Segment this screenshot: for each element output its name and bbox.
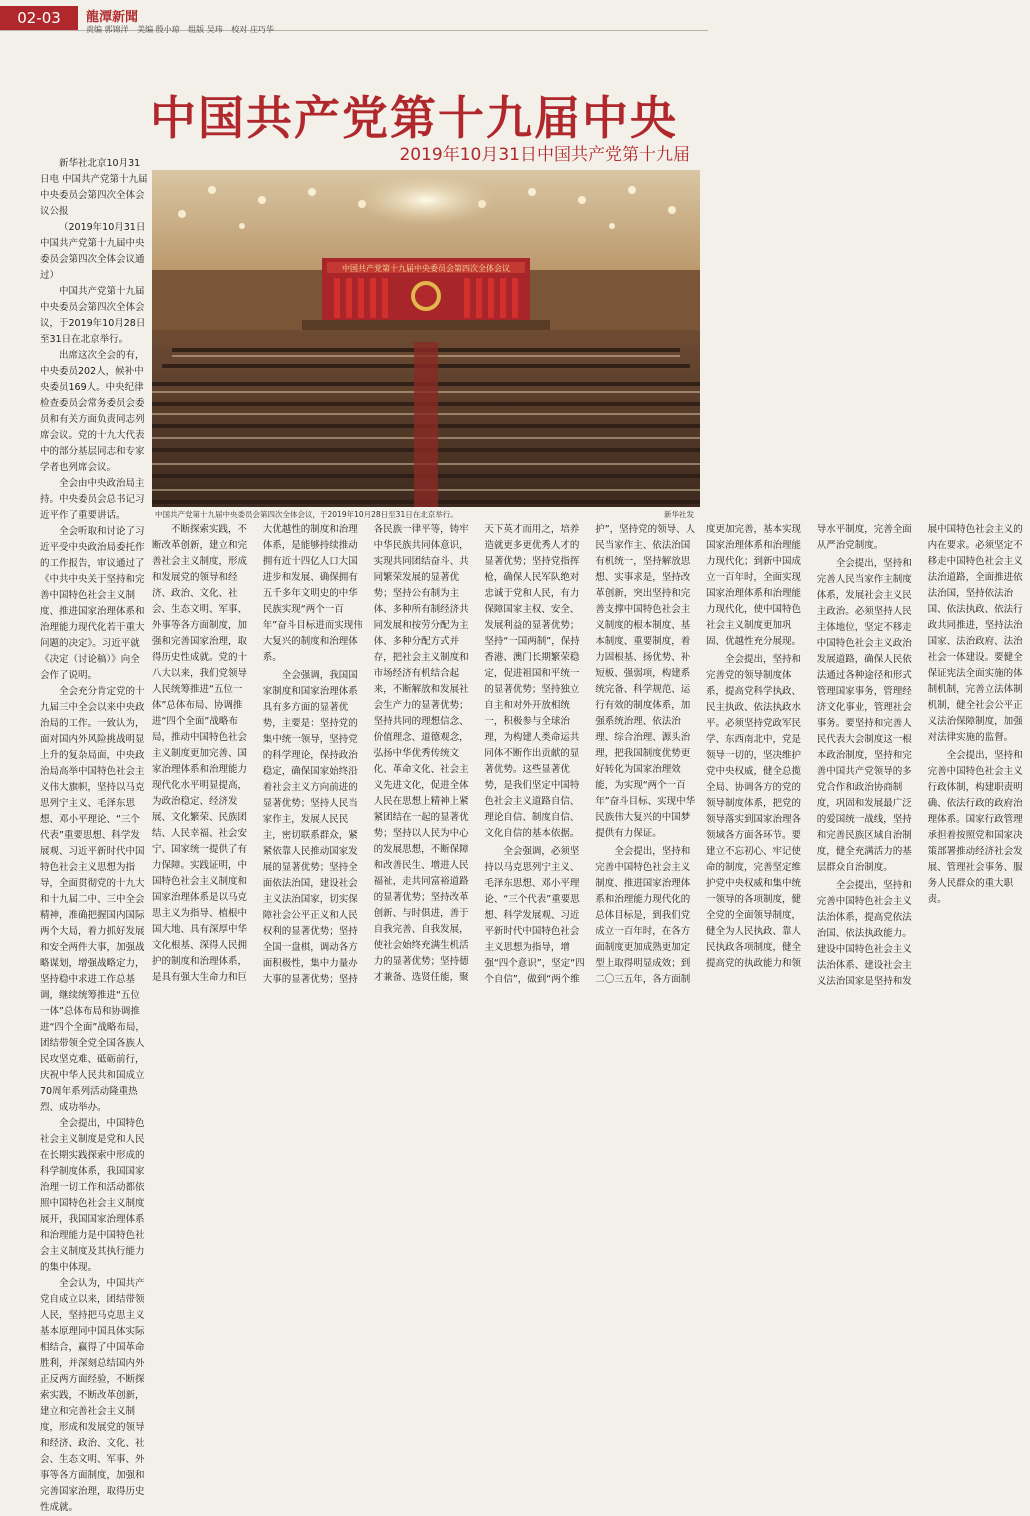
paragraph: 全会强调，必须坚持以马克思列宁主义、毛泽东思想、邓小平理论、“三个代表”重要思想、科学发展观、习近平新时代中国特色社会主义思想为指导，增强“四个意识”，坚定“四个自信”，做到“两个维护”，坚持党的领导、人民当家作主、依法治国有机统一，坚持解放思想、实事求是，坚持改革创新，突出坚持和完善支撑中国特色社会主义制度的根本制度、基本制度、重要制度，着力固根基、扬优势、补短板、强弱项，构建系统完备、科学规范、运行有效的制度体系，加强系统治理、依法治理、综合治理、源头治理，把我国制度优势更好转化为国家治理效能，为实现“两个一百年”奋斗目标、实现中华民族伟大复兴的中国梦提供有力保证。	[484, 524, 696, 985]
hall-illustration	[152, 170, 700, 507]
paragraph: 全会提出，坚持和完善人民当家作主制度体系，发展社会主义民主政治。必须坚持人民主体地位，坚定不移走中国特色社会主义政治发展道路，确保人民依法通过各种途径和形式管理国家事务，管理经济文化事业，管理社会事务。要坚持和完善人民代表大会制度这一根本政治制度，坚持和完善中国共产党领导的多党合作和政治协商制度，巩固和发展最广泛的爱国统一战线，坚持和完善民族区域自治制度，健全充满活力的基层群众自治制度。	[816, 558, 912, 873]
paragraph: 全会强调，我国国家制度和国家治理体系具有多方面的显著优势，主要是：坚持党的集中统一领导，坚持党的科学理论，保持政治稳定，确保国家始终沿着社会主义方向前进的显著优势；坚持人民当家作主，发展人民民主，密切联系群众，紧紧依靠人民推动国家发展的显著优势；坚持全面依法治国，建设社会主义法治国家，切实保障社会公平正义和人民权利的显著优势；坚持全国一盘棋，调动各方面积极性，集中力量办大事的显著优势；坚持各民族一律平等，铸牢中华民族共同体意识，实现共同团结奋斗、共同繁荣发展的显著优势；坚持公有制为主体、多种所有制经济共同发展和按劳分配为主体、多种分配方式并存，把社会主义制度和市场经济有机结合起来，不断解放和发展社会生产力的显著优势；坚持共同的理想信念、价值理念、道德观念，弘扬中华优秀传统文化、革命文化、社会主义先进文化，促进全体人民在思想上精神上紧紧团结在一起的显著优势；坚持以人民为中心的发展思想，不断保障和改善民生、增进人民福祉，走共同富裕道路的显著优势；坚持改革创新、与时俱进，善于自我完善、自我发展，使社会始终充满生机活力的显著优势；坚持德才兼备、选贤任能，聚天下英才而用之，培养造就更多更优秀人才的显著优势；坚持党指挥枪，确保人民军队绝对忠诚于党和人民，有力保障国家主权、安全、发展利益的显著优势；坚持“一国两制”，保持香港、澳门长期繁荣稳定，促进祖国和平统一的显著优势；坚持独立自主和对外开放相统一，积极参与全球治理，为构建人类命运共同体不断作出贡献的显著优势。这些显著优势，是我们坚定中国特色社会主义道路自信、理论自信、制度自信、文化自信的基本依据。	[262, 524, 580, 985]
center-aisle	[414, 342, 438, 507]
subheadline: 2019年10月31日中国共产党第十九届	[399, 145, 690, 165]
credit-designer: 美编 殷小琼	[137, 25, 180, 34]
left-column-text	[40, 156, 148, 1513]
editor-credits	[86, 24, 280, 35]
paragraph: 全会提出，坚持和完善中国特色社会主义行政体制，构建职责明确、依法行政的政府治理体系。国家行政管理承担着按照党和国家决策部署推动经济社会发展、管理社会事务、服务人民群众的重大职责。	[927, 750, 1023, 905]
plenary-session-photo	[152, 170, 700, 507]
paragraph: 中国共产党第十九届中央委员会第四次全体会议，于2019年10月28日至31日在北京举行。	[40, 286, 146, 345]
central-light	[356, 174, 496, 226]
paragraph: 全会提出，中国特色社会主义制度是党和人民在长期实践探索中形成的科学制度体系，我国国家治理一切工作和活动都依照中国特色社会主义制度展开，我国国家治理体系和治理能力是中国特色社会主义制度及其执行能力的集中体现。	[40, 1118, 145, 1273]
paragraph: 全会提出，坚持和完善党的领导制度体系，提高党科学执政、民主执政、依法执政水平。必须坚持党政军民学、东西南北中，党是领导一切的，坚决维护党中央权威，健全总揽全局、协调各方的党的领导制度体系，把党的领导落实到国家治理各领域各方面各环节。要建立不忘初心、牢记使命的制度，完善坚定维护党中央权威和集中统一领导的各项制度，健全党的全面领导制度，健全为人民执政、靠人民执政各项制度，健全提高党的执政能力和领导水平制度，完善全面从严治党制度。	[705, 524, 912, 969]
paragraph: 全会认为，中国共产党自成立以来，团结带领人民，坚持把马克思主义基本原理同中国具体实际相结合，赢得了中国革命胜利，并深刻总结国内外正反两方面经验，不断探索实践，不断改革创新，建立和完善社会主义制度，形成和发展党的领导和经济、政治、文化、社会、生态文明、军事、外事等各方面制度，加强和完善国家治理，取得历史性成就。	[40, 1278, 145, 1513]
banner-text: 中国共产党第十九届中央委员会第四次全体会议	[342, 264, 510, 273]
headline: 中国共产党第十九届中央	[150, 91, 678, 145]
credit-proofreader: 校对 庄巧华	[231, 25, 274, 34]
credit-editor: 责编 郭锦洋	[86, 25, 129, 34]
paragraph: 新华社北京10月31日电 中国共产党第十九届中央委员会第四次全体会议公报	[40, 158, 148, 217]
paragraph: 不断探索实践，不断改革创新，建立和完善社会主义制度，形成和发展党的领导和经济、政治、文化、社会、生态文明、军事、外事等各方面制度，加强和完善国家治理，取得历史性成就。党的十八大以来，我们党领导人民统筹推进“五位一体”总体布局、协调推进“四个全面”战略布局，推动中国特色社会主义制度更加完善、国家治理体系和治理能力现代化水平明显提高，为政治稳定、经济发展、文化繁荣、民族团结、人民幸福、社会安宁、国家统一提供了有力保障。实践证明，中国特色社会主义制度和国家治理体系是以马克思主义为指导、植根中国大地、具有深厚中华文化根基、深得人民拥护的制度和治理体系，是具有强大生命力和巨大优越性的制度和治理体系，是能够持续推动拥有近十四亿人口大国进步和发展、确保拥有五千多年文明史的中华民族实现“两个一百年”奋斗目标进而实现伟大复兴的制度和治理体系。	[152, 524, 363, 983]
paragraph: 全会提出，坚持和完善中国特色社会主义制度、推进国家治理体系和治理能力现代化的总体目标是，到我们党成立一百年时，在各方面制度更加成熟更加定型上取得明显成效；到二〇三五年，各方面制度更加完善，基本实现国家治理体系和治理能力现代化；到新中国成立一百年时，全面实现国家治理体系和治理能力现代化，使中国特色社会主义制度更加巩固、优越性充分展现。	[595, 524, 801, 985]
paragraph: 出席这次全会的有，中央委员202人，候补中央委员169人。中央纪律检查委员会常务委员会委员和有关方面负责同志列席会议。党的十九大代表中的部分基层同志和专家学者也列席会议。	[40, 350, 145, 473]
photo-caption: 中国共产党第十九届中央委员会第四次全体会议，于2019年10月28日至31日在北京举行。	[155, 510, 458, 519]
article-body	[152, 522, 1023, 1001]
paragraph: 全会提出，坚持和完善中国特色社会主义法治体系，提高党依法治国、依法执政能力。建设中国特色社会主义法治体系、建设社会主义法治国家是坚持和发展中国特色社会主义的内在要求。必须坚定不移走中国特色社会主义法治道路，全面推进依法治国，坚持依法治国、依法执政、依法行政共同推进，坚持法治国家、法治政府、法治社会一体建设。要健全保证宪法全面实施的体制机制，完善立法体制机制，健全社会公平正义法治保障制度，加强对法律实施的监督。	[816, 524, 1023, 987]
page-header	[0, 0, 708, 34]
photo-credit: 新华社发	[664, 510, 694, 519]
paragraph: 全会由中央政治局主持。中央委员会总书记习近平作了重要讲话。	[40, 478, 145, 521]
paragraph: （2019年10月31日中国共产党第十九届中央委员会第四次全体会议通过）	[40, 222, 146, 281]
masthead-logo: 龍潭新聞	[86, 10, 139, 25]
paragraph: 全会听取和讨论了习近平受中央政治局委托作的工作报告，审议通过了《中共中央关于坚持和完善中国特色社会主义制度、推进国家治理体系和治理能力现代化若干重大问题的决定》。习近平就《决定（讨论稿）》向全会作了说明。	[40, 526, 145, 681]
page-number: 02-03	[0, 6, 78, 30]
paragraph: 全会充分肯定党的十九届三中全会以来中央政治局的工作。一致认为，面对国内外风险挑战明显上升的复杂局面，中央政治局高举中国特色社会主义伟大旗帜，坚持以马克思列宁主义、毛泽东思想、邓小平理论、“三个代表”重要思想、科学发展观、习近平新时代中国特色社会主义思想为指导，全面贯彻党的十九大和十九届二中、三中全会精神，准确把握国内国际两个大局，着力抓好发展和安全两件大事，加强战略谋划，增强战略定力，坚持稳中求进工作总基调，继续统筹推进“五位一体”总体布局和协调推进“四个全面”战略布局，团结带领全党全国各族人民攻坚克难、砥砺前行，庆祝中华人民共和国成立70周年系列活动隆重热烈、成功举办。	[40, 686, 145, 1113]
credit-layout: 组版 吴玮	[188, 25, 223, 34]
